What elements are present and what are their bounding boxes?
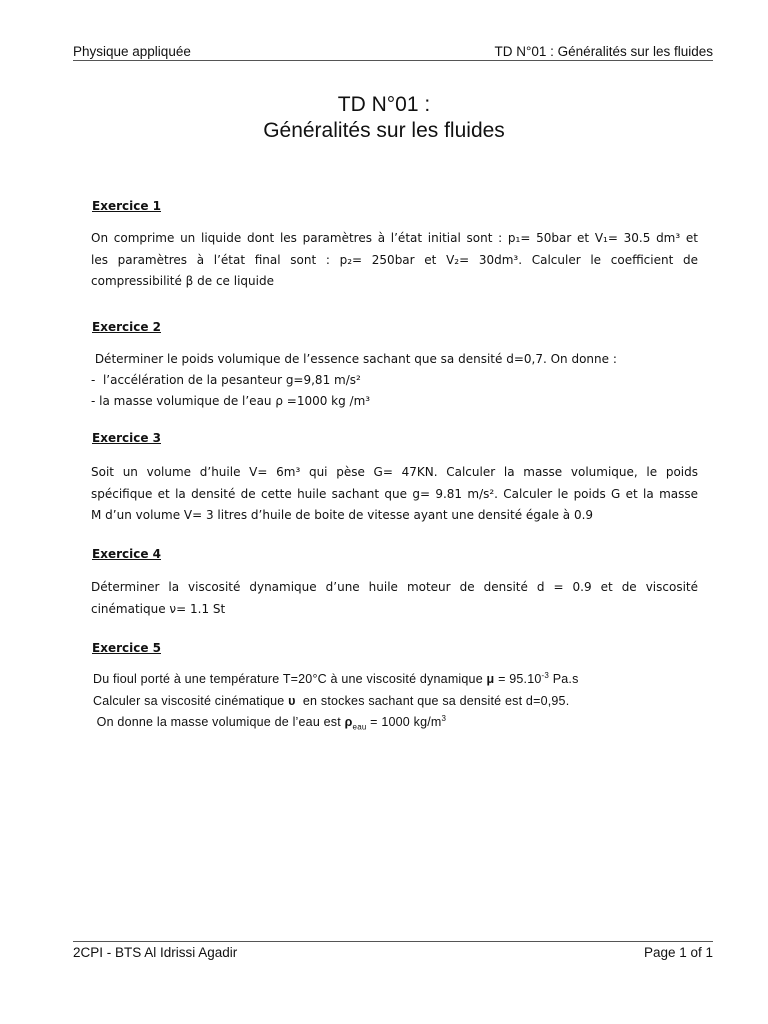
exercise-2-line-3: - la masse volumique de l’eau ρ =1000 kg /m³ bbox=[91, 394, 371, 408]
footer-divider bbox=[73, 941, 713, 942]
exercise-5-heading: Exercice 5 bbox=[92, 641, 161, 655]
exercise-4-line-1: Déterminer la viscosité dynamique d’une huile moteur de densité d = 0.9 et de viscosité bbox=[91, 580, 698, 594]
exercise-5-line-2 bbox=[93, 691, 693, 713]
exercise-4-line-2: cinématique ν= 1.1 St bbox=[91, 601, 226, 616]
exercise-2-line-2: - l’accélération de la pesanteur g=9,81 m/s² bbox=[91, 373, 361, 387]
exponent: 3 bbox=[441, 713, 447, 723]
title-line-1: TD N°01 : bbox=[337, 93, 431, 116]
exercise-5-line-2-part-b: en stockes sachant que sa densité est d=0,95. bbox=[295, 693, 570, 708]
exercise-3-text bbox=[91, 462, 698, 527]
rho-symbol: ρ bbox=[344, 715, 353, 729]
exercise-1-line-1: On comprime un liquide dont les paramètres à l’état initial sont : p₁= 50bar et V₁= 30.5 dm³ et bbox=[91, 231, 698, 245]
header-divider bbox=[73, 60, 713, 61]
exercise-2-heading: Exercice 2 bbox=[92, 320, 161, 334]
document-title bbox=[0, 92, 768, 144]
page-number: Page 1 of 1 bbox=[643, 945, 713, 960]
exercise-2-text bbox=[91, 349, 698, 412]
exponent: -3 bbox=[541, 670, 550, 680]
exercise-5-line-3-part-a: On donne la masse volumique de l’eau est bbox=[93, 715, 345, 729]
exercise-5-line-3-part-b: = 1000 kg/m bbox=[366, 715, 442, 729]
exercise-4-text bbox=[91, 577, 698, 620]
header-course: Physique appliquée bbox=[73, 44, 191, 59]
exercise-5-line-2-part-a: Calculer sa viscosité cinématique bbox=[93, 693, 289, 708]
exercise-3-line-1: Soit un volume d’huile V= 6m³ qui pèse G= 47KN. Calculer la masse volumique, le poids bbox=[91, 465, 698, 479]
exercise-1-text bbox=[91, 228, 698, 293]
exercise-1-line-2: les paramètres à l’état final sont : p₂= 250bar et V₂= 30dm³. Calculer le coefficient de bbox=[91, 252, 698, 267]
exercise-3-line-3: M d’un volume V= 3 litres d’huile de boite de vitesse ayant une densité égale à 0.9 bbox=[91, 508, 594, 522]
mu-symbol: μ bbox=[486, 672, 495, 686]
exercise-5-line-1-part-a: Du fioul porté à une température T=20°C à une viscosité dynamique bbox=[93, 672, 487, 686]
exercise-2-line-1: Déterminer le poids volumique de l’essence sachant que sa densité d=0,7. On donne : bbox=[91, 352, 617, 366]
exercise-5-line-1-part-c: Pa.s bbox=[549, 672, 579, 686]
exercise-4-heading: Exercice 4 bbox=[92, 547, 161, 561]
exercise-1-line-3: compressibilité β de ce liquide bbox=[91, 274, 274, 288]
exercise-5-text bbox=[93, 669, 693, 734]
page-footer bbox=[73, 945, 713, 963]
exercise-5-line-1 bbox=[93, 669, 693, 691]
footer-school: 2CPI - BTS Al Idrissi Agadir bbox=[73, 945, 238, 960]
exercise-3-line-2: spécifique et la densité de cette huile sachant que g= 9.81 m/s². Calculer le poids G et la masse bbox=[91, 486, 698, 501]
exercise-5-line-1-part-b: = 95.10 bbox=[494, 672, 542, 686]
exercise-1-heading: Exercice 1 bbox=[92, 199, 161, 213]
title-line-2: Généralités sur les fluides bbox=[263, 119, 505, 142]
exercise-5-line-3 bbox=[93, 712, 693, 734]
header-td-title: TD N°01 : Généralités sur les fluides bbox=[494, 44, 713, 59]
rho-subscript: eau bbox=[352, 722, 367, 732]
exercise-3-heading: Exercice 3 bbox=[92, 431, 161, 445]
nu-symbol: υ bbox=[288, 693, 296, 708]
